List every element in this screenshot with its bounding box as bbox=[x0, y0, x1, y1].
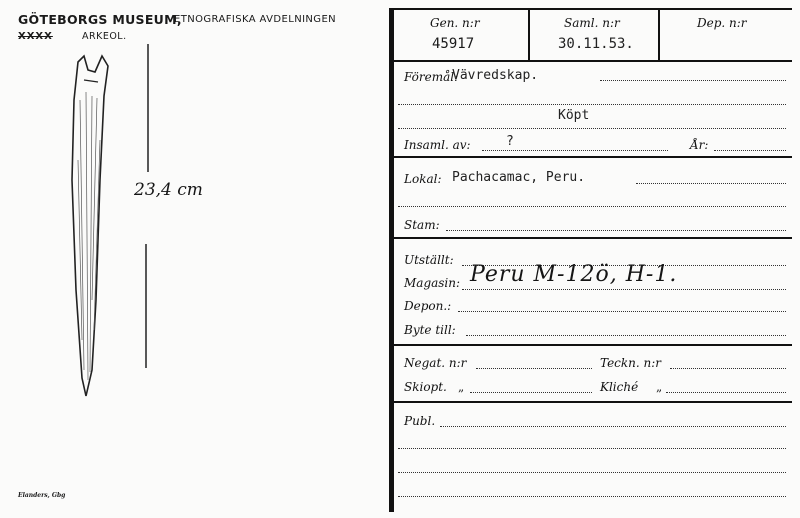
lokal-label: Lokal: bbox=[404, 172, 442, 186]
kliche-label: Kliché bbox=[600, 380, 639, 394]
dotted-line bbox=[470, 392, 592, 393]
gen-value: 45917 bbox=[432, 36, 475, 52]
sub-department: ARKEOL. bbox=[82, 31, 127, 42]
dep-label: Dep. n:r bbox=[697, 16, 747, 30]
dotted-line bbox=[398, 448, 786, 449]
skiopt-label: Skiopt. bbox=[404, 380, 447, 394]
magasin-value: Peru M-12ö, H-1. bbox=[470, 262, 678, 287]
dotted-line bbox=[466, 335, 786, 336]
utstallt-label: Utställt: bbox=[404, 253, 454, 267]
insaml-value: ? bbox=[506, 134, 514, 149]
dotted-line bbox=[398, 206, 786, 207]
gen-label: Gen. n:r bbox=[430, 16, 480, 30]
section-line-4 bbox=[394, 401, 792, 403]
section-line-1 bbox=[394, 156, 792, 158]
dotted-line bbox=[636, 183, 786, 184]
measurement-text: 23,4 cm bbox=[134, 180, 203, 200]
dotted-line bbox=[462, 289, 786, 290]
byte-label: Byte till: bbox=[404, 323, 456, 337]
header-divider-1 bbox=[528, 8, 530, 60]
printer-mark: Elanders, Gbg bbox=[18, 492, 66, 499]
kliche-value: „ bbox=[656, 380, 663, 394]
dotted-line bbox=[714, 150, 786, 151]
dotted-line bbox=[398, 104, 786, 105]
struck-label: XXXX bbox=[18, 31, 53, 42]
foremal-value: Vävredskap. bbox=[452, 68, 539, 83]
section-line-2 bbox=[394, 237, 792, 239]
negat-label: Negat. n:r bbox=[404, 356, 467, 370]
depon-label: Depon.: bbox=[404, 299, 452, 313]
ar-label: År: bbox=[690, 138, 709, 152]
insaml-label: Insaml. av: bbox=[404, 138, 471, 152]
section-line-3 bbox=[394, 344, 792, 346]
magasin-label: Magasin: bbox=[404, 276, 461, 290]
foremal-label: Föremål: bbox=[404, 70, 459, 84]
card-top-line bbox=[394, 8, 792, 10]
department-name: ETNOGRAFISKA AVDELNINGEN bbox=[174, 14, 337, 25]
saml-label: Saml. n:r bbox=[564, 16, 620, 30]
skiopt-value: „ bbox=[458, 380, 465, 394]
dotted-line bbox=[670, 368, 786, 369]
kopt-value: Köpt bbox=[558, 108, 590, 123]
dotted-line bbox=[666, 392, 786, 393]
header-bottom-line bbox=[394, 60, 792, 62]
dotted-line bbox=[476, 368, 592, 369]
dotted-line bbox=[398, 496, 786, 497]
artifact-sketch bbox=[0, 0, 390, 518]
teckn-label: Teckn. n:r bbox=[600, 356, 662, 370]
lokal-value: Pachacamac, Peru. bbox=[452, 170, 586, 185]
dotted-line bbox=[398, 472, 786, 473]
stam-label: Stam: bbox=[404, 218, 440, 232]
museum-name: GÖTEBORGS MUSEUM, bbox=[18, 12, 182, 27]
dotted-line bbox=[600, 80, 786, 81]
dotted-line bbox=[398, 128, 786, 129]
saml-value: 30.11.53. bbox=[558, 36, 634, 52]
publ-label: Publ. bbox=[404, 414, 436, 428]
header-divider-2 bbox=[658, 8, 660, 60]
dotted-line bbox=[446, 230, 786, 231]
dotted-line bbox=[440, 426, 786, 427]
dotted-line bbox=[482, 150, 668, 151]
card-left-border bbox=[389, 8, 394, 512]
dotted-line bbox=[458, 311, 786, 312]
